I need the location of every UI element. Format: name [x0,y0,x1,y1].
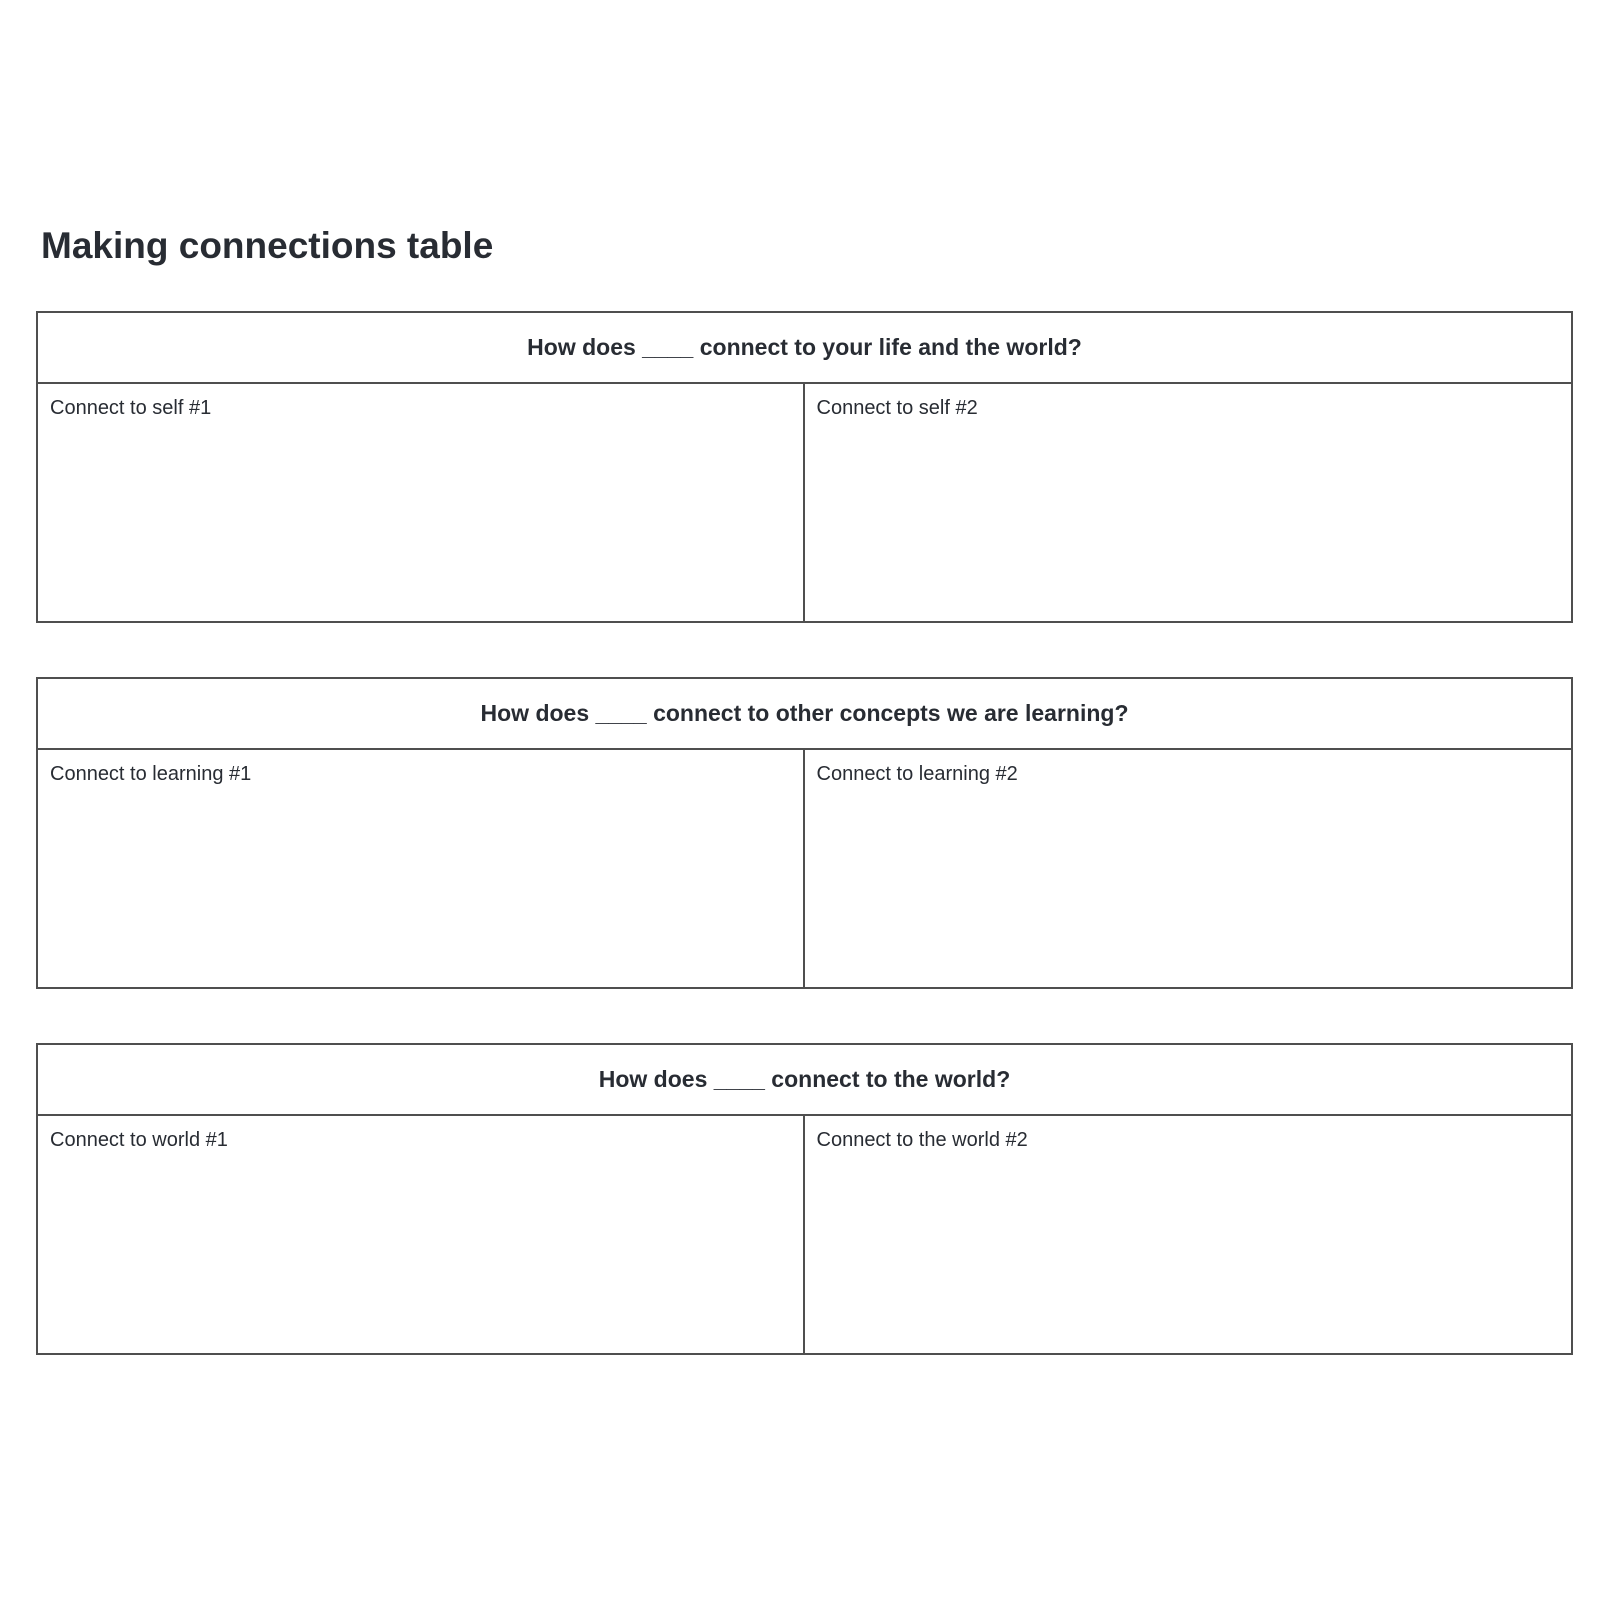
table-cell-self-2[interactable]: Connect to self #2 [816,397,978,419]
connections-table-world [36,1043,1573,1355]
table-cell-world-1[interactable]: Connect to world #1 [38,1116,805,1353]
table-body [38,1116,1571,1353]
table-cell-world-2[interactable]: Connect to the world #2 [816,1129,1028,1151]
table-cell-learning-1[interactable]: Connect to learning #1 [38,750,805,987]
table-cell-self-1[interactable]: Connect to self #1 [38,384,805,621]
table-body [38,750,1571,987]
table-header: How does ____ connect to other concepts we are learning? [38,679,1571,750]
table-header: How does ____ connect to your life and the world? [38,313,1571,384]
table-header: How does ____ connect to the world? [38,1045,1571,1116]
connections-table-learning [36,677,1573,989]
table-cell-learning-2[interactable]: Connect to learning #2 [816,763,1018,785]
connections-table-self [36,311,1573,623]
page-title: Making connections table [41,225,494,266]
table-body [38,384,1571,621]
